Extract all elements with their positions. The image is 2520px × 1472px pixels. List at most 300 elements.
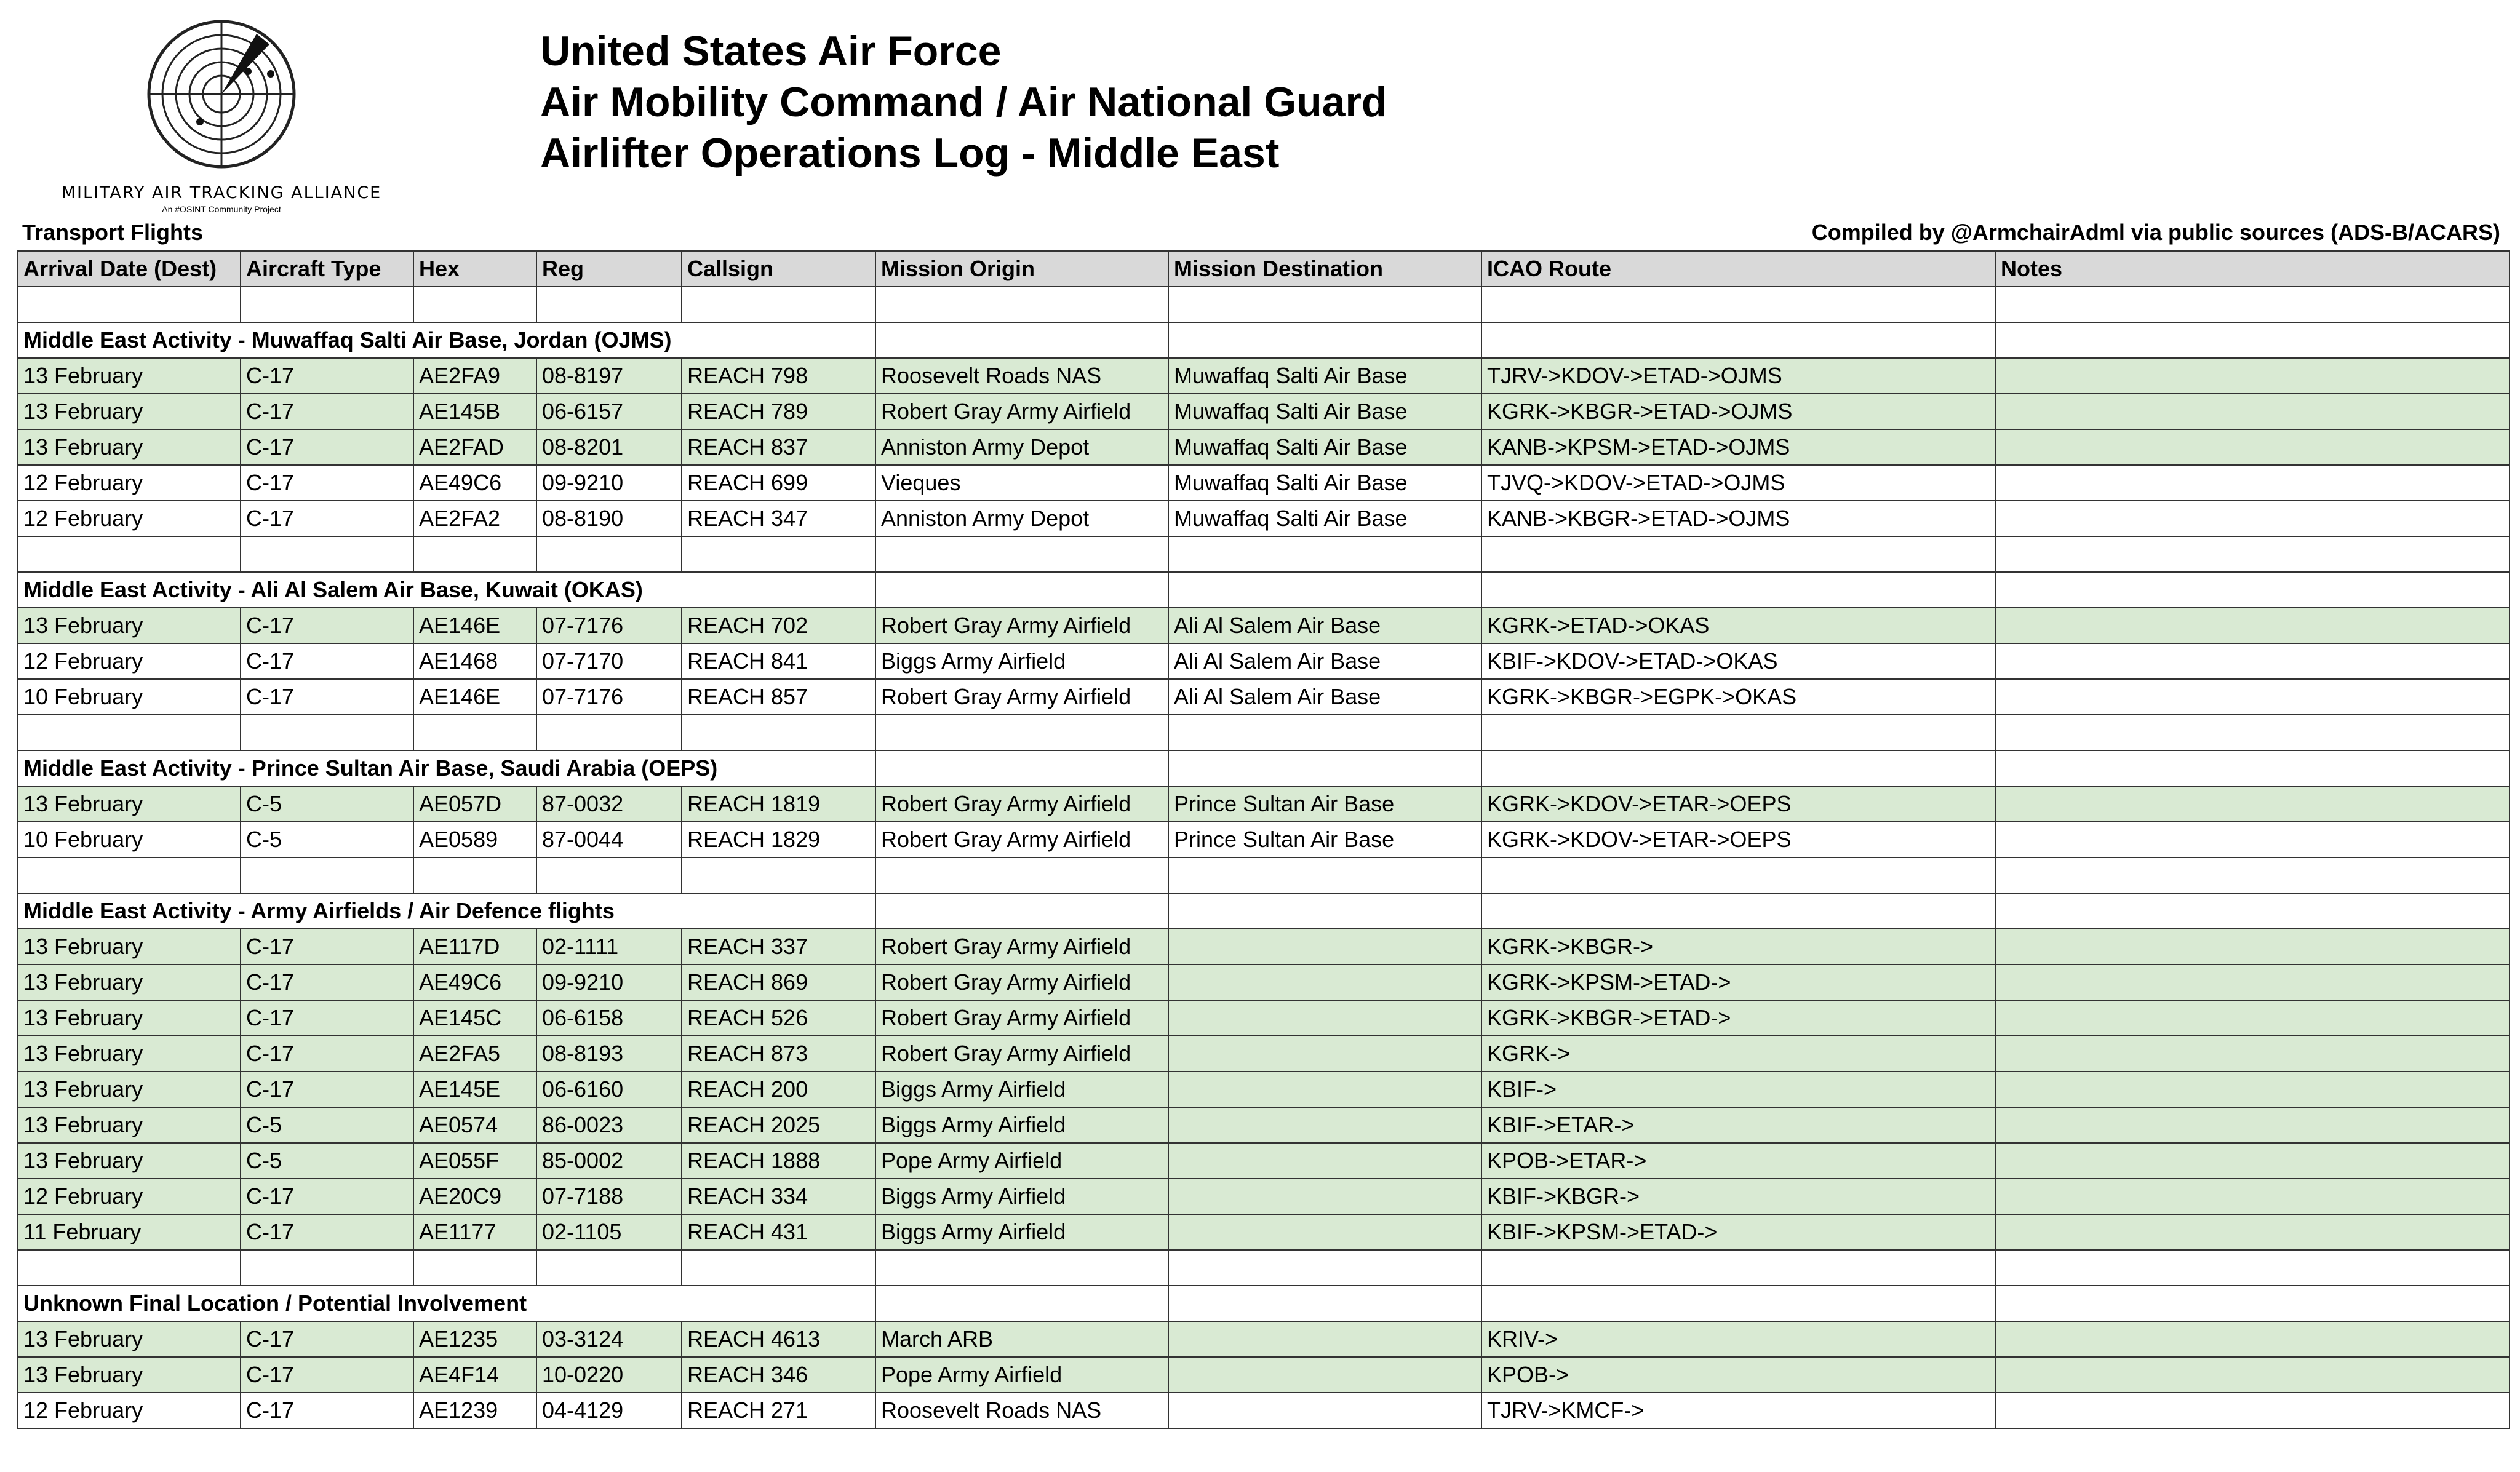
table-cell: 06-6158	[536, 1000, 682, 1036]
table-cell: KANB->KBGR->ETAD->OJMS	[1481, 501, 1995, 536]
table-cell: REACH 1829	[682, 822, 875, 857]
document-title	[540, 26, 1387, 179]
table-cell	[1995, 1357, 2510, 1393]
table-cell: Biggs Army Airfield	[875, 1214, 1168, 1250]
table-cell: Muwaffaq Salti Air Base	[1168, 394, 1481, 429]
table-cell: Robert Gray Army Airfield	[875, 608, 1168, 643]
table-cell	[1995, 822, 2510, 857]
table-cell	[1168, 1036, 1481, 1072]
empty-cell	[682, 857, 875, 893]
table-cell: AE117D	[413, 929, 536, 965]
table-cell: AE1177	[413, 1214, 536, 1250]
table-cell: 11 February	[18, 1214, 241, 1250]
table-cell	[1995, 1072, 2510, 1107]
table-cell	[1168, 1072, 1481, 1107]
table-cell: 06-6160	[536, 1072, 682, 1107]
table-cell: AE49C6	[413, 465, 536, 501]
table-row	[18, 465, 2510, 501]
empty-cell	[875, 893, 1168, 929]
empty-cell	[1168, 893, 1481, 929]
table-cell: Ali Al Salem Air Base	[1168, 643, 1481, 679]
table-cell: C-17	[241, 465, 413, 501]
empty-cell	[536, 287, 682, 322]
empty-cell	[18, 536, 241, 572]
table-cell: 08-8201	[536, 429, 682, 465]
empty-cell	[1481, 572, 1995, 608]
table-row	[18, 643, 2510, 679]
table-cell	[1168, 1143, 1481, 1179]
table-cell: 10 February	[18, 822, 241, 857]
table-cell: 13 February	[18, 608, 241, 643]
table-cell: 13 February	[18, 1321, 241, 1357]
table-cell: KGRK->KBGR->ETAD->OJMS	[1481, 394, 1995, 429]
empty-cell	[682, 287, 875, 322]
table-cell: C-17	[241, 1214, 413, 1250]
table-cell	[1995, 1179, 2510, 1214]
empty-cell	[241, 287, 413, 322]
table-cell: Robert Gray Army Airfield	[875, 679, 1168, 715]
table-cell: 10-0220	[536, 1357, 682, 1393]
empty-cell	[1995, 1250, 2510, 1286]
empty-cell	[241, 536, 413, 572]
section-title: Unknown Final Location / Potential Involvement	[18, 1286, 875, 1321]
table-cell: REACH 346	[682, 1357, 875, 1393]
table-cell: 87-0032	[536, 786, 682, 822]
empty-cell	[1481, 287, 1995, 322]
empty-cell	[1168, 750, 1481, 786]
table-cell	[1995, 1321, 2510, 1357]
empty-cell	[536, 536, 682, 572]
table-cell: C-5	[241, 1107, 413, 1143]
table-cell	[1168, 1357, 1481, 1393]
table-cell: 13 February	[18, 429, 241, 465]
table-cell: C-17	[241, 1393, 413, 1428]
empty-cell	[1481, 1286, 1995, 1321]
table-cell: 06-6157	[536, 394, 682, 429]
table-cell: AE146E	[413, 679, 536, 715]
table-row	[18, 394, 2510, 429]
table-cell: KGRK->KDOV->ETAR->OEPS	[1481, 822, 1995, 857]
table-cell: Vieques	[875, 465, 1168, 501]
table-cell: C-17	[241, 429, 413, 465]
empty-cell	[875, 536, 1168, 572]
table-cell	[1995, 786, 2510, 822]
empty-cell	[241, 1250, 413, 1286]
table-cell: 09-9210	[536, 465, 682, 501]
table-row	[18, 786, 2510, 822]
table-cell: C-17	[241, 1179, 413, 1214]
table-row	[18, 929, 2510, 965]
table-cell: Muwaffaq Salti Air Base	[1168, 358, 1481, 394]
table-row	[18, 1393, 2510, 1428]
table-cell: 12 February	[18, 1393, 241, 1428]
table-cell: Pope Army Airfield	[875, 1357, 1168, 1393]
table-cell: REACH 702	[682, 608, 875, 643]
table-row	[18, 965, 2510, 1000]
empty-cell	[1168, 857, 1481, 893]
table-cell: REACH 869	[682, 965, 875, 1000]
empty-cell	[413, 287, 536, 322]
empty-cell	[1168, 715, 1481, 750]
table-cell: 12 February	[18, 501, 241, 536]
table-row	[18, 1036, 2510, 1072]
table-row	[18, 1357, 2510, 1393]
table-cell: AE2FA5	[413, 1036, 536, 1072]
table-cell: C-17	[241, 1036, 413, 1072]
empty-cell	[1481, 893, 1995, 929]
table-cell: AE145E	[413, 1072, 536, 1107]
table-cell: AE055F	[413, 1143, 536, 1179]
table-cell: 13 February	[18, 1036, 241, 1072]
section-header-row	[18, 572, 2510, 608]
table-cell: 13 February	[18, 786, 241, 822]
table-row	[18, 1321, 2510, 1357]
table-cell	[1168, 1179, 1481, 1214]
table-cell: Robert Gray Army Airfield	[875, 786, 1168, 822]
table-cell: 07-7170	[536, 643, 682, 679]
table-cell: 02-1111	[536, 929, 682, 965]
table-cell: C-17	[241, 929, 413, 965]
logo-name: MILITARY AIR TRACKING ALLIANCE	[61, 183, 382, 202]
col-header-arrival-date: Arrival Date (Dest)	[18, 251, 241, 287]
table-cell: AE1239	[413, 1393, 536, 1428]
empty-cell	[875, 322, 1168, 358]
table-cell: 85-0002	[536, 1143, 682, 1179]
empty-cell	[413, 1250, 536, 1286]
table-cell: Biggs Army Airfield	[875, 1179, 1168, 1214]
empty-cell	[1995, 287, 2510, 322]
table-cell: C-17	[241, 394, 413, 429]
table-cell: 08-8190	[536, 501, 682, 536]
table-cell: REACH 4613	[682, 1321, 875, 1357]
table-cell: TJRV->KDOV->ETAD->OJMS	[1481, 358, 1995, 394]
empty-cell	[413, 536, 536, 572]
table-cell	[1995, 929, 2510, 965]
table-cell: 13 February	[18, 1107, 241, 1143]
table-cell: C-17	[241, 643, 413, 679]
table-cell: REACH 837	[682, 429, 875, 465]
table-row	[18, 1107, 2510, 1143]
table-cell	[1168, 929, 1481, 965]
col-header-notes: Notes	[1995, 251, 2510, 287]
table-cell: 08-8193	[536, 1036, 682, 1072]
table-cell: AE1235	[413, 1321, 536, 1357]
table-cell	[1168, 1000, 1481, 1036]
table-cell: C-5	[241, 822, 413, 857]
table-cell	[1995, 1214, 2510, 1250]
empty-cell	[18, 715, 241, 750]
table-cell: Ali Al Salem Air Base	[1168, 679, 1481, 715]
col-header-aircraft-type: Aircraft Type	[241, 251, 413, 287]
empty-cell	[1168, 1250, 1481, 1286]
table-cell	[1168, 965, 1481, 1000]
empty-cell	[1481, 715, 1995, 750]
table-cell: 86-0023	[536, 1107, 682, 1143]
empty-cell	[536, 715, 682, 750]
table-cell	[1995, 643, 2510, 679]
table-cell: KBIF->KDOV->ETAD->OKAS	[1481, 643, 1995, 679]
table-row	[18, 1072, 2510, 1107]
section-header-row	[18, 893, 2510, 929]
table-cell: KGRK->KBGR->ETAD->	[1481, 1000, 1995, 1036]
table-cell: 10 February	[18, 679, 241, 715]
table-cell: AE2FA9	[413, 358, 536, 394]
table-cell: KGRK->KPSM->ETAD->	[1481, 965, 1995, 1000]
table-cell: 03-3124	[536, 1321, 682, 1357]
table-cell: REACH 2025	[682, 1107, 875, 1143]
table-row	[18, 822, 2510, 857]
empty-cell	[1995, 750, 2510, 786]
table-row	[18, 679, 2510, 715]
table-cell: C-17	[241, 965, 413, 1000]
empty-cell	[875, 1286, 1168, 1321]
table-cell: 07-7176	[536, 679, 682, 715]
col-header-callsign: Callsign	[682, 251, 875, 287]
table-row	[18, 358, 2510, 394]
table-cell: REACH 271	[682, 1393, 875, 1428]
col-header-reg: Reg	[536, 251, 682, 287]
empty-cell	[1995, 1286, 2510, 1321]
empty-cell	[18, 1250, 241, 1286]
table-row	[18, 1143, 2510, 1179]
logo	[34, 17, 409, 214]
table-cell: KRIV->	[1481, 1321, 1995, 1357]
table-cell: Pope Army Airfield	[875, 1143, 1168, 1179]
table-cell: AE0589	[413, 822, 536, 857]
logo-subtitle: An #OSINT Community Project	[162, 204, 281, 214]
radar-icon	[145, 17, 298, 171]
table-cell: 87-0044	[536, 822, 682, 857]
table-cell: Prince Sultan Air Base	[1168, 822, 1481, 857]
blank-row	[18, 715, 2510, 750]
empty-cell	[1995, 536, 2510, 572]
table-cell: 07-7188	[536, 1179, 682, 1214]
section-header-row	[18, 750, 2510, 786]
table-cell: March ARB	[875, 1321, 1168, 1357]
empty-cell	[875, 572, 1168, 608]
table-cell: C-5	[241, 1143, 413, 1179]
table-cell: 08-8197	[536, 358, 682, 394]
col-header-mission-destination: Mission Destination	[1168, 251, 1481, 287]
table-cell: REACH 873	[682, 1036, 875, 1072]
table-cell: AE20C9	[413, 1179, 536, 1214]
table-cell: KGRK->KBGR->EGPK->OKAS	[1481, 679, 1995, 715]
table-cell: 13 February	[18, 1000, 241, 1036]
title-line-1: United States Air Force	[540, 28, 1002, 74]
table-cell	[1995, 465, 2510, 501]
empty-cell	[1995, 893, 2510, 929]
empty-cell	[241, 715, 413, 750]
empty-cell	[536, 857, 682, 893]
table-cell: AE1468	[413, 643, 536, 679]
table-cell: C-5	[241, 786, 413, 822]
table-cell: 12 February	[18, 1179, 241, 1214]
table-cell: REACH 857	[682, 679, 875, 715]
table-cell: C-17	[241, 608, 413, 643]
table-cell: REACH 526	[682, 1000, 875, 1036]
table-cell: 12 February	[18, 465, 241, 501]
table-cell	[1995, 1393, 2510, 1428]
col-header-hex: Hex	[413, 251, 536, 287]
section-title: Middle East Activity - Muwaffaq Salti Air Base, Jordan (OJMS)	[18, 322, 875, 358]
table-cell: REACH 337	[682, 929, 875, 965]
table-cell: C-17	[241, 1000, 413, 1036]
table-cell: Robert Gray Army Airfield	[875, 1036, 1168, 1072]
table-cell: 13 February	[18, 965, 241, 1000]
table-cell: TJVQ->KDOV->ETAD->OJMS	[1481, 465, 1995, 501]
empty-cell	[1995, 715, 2510, 750]
log-body	[18, 287, 2510, 1428]
table-cell: KBIF->KBGR->	[1481, 1179, 1995, 1214]
table-cell	[1995, 965, 2510, 1000]
table-cell: REACH 789	[682, 394, 875, 429]
empty-cell	[536, 1250, 682, 1286]
table-cell: C-17	[241, 1072, 413, 1107]
table-cell: KBIF->ETAR->	[1481, 1107, 1995, 1143]
table-cell: AE4F14	[413, 1357, 536, 1393]
table-cell	[1168, 1393, 1481, 1428]
table-cell: 13 February	[18, 1357, 241, 1393]
table-cell: 02-1105	[536, 1214, 682, 1250]
empty-cell	[875, 287, 1168, 322]
table-cell: AE057D	[413, 786, 536, 822]
table-cell: REACH 431	[682, 1214, 875, 1250]
empty-cell	[241, 857, 413, 893]
table-cell: KGRK->KDOV->ETAR->OEPS	[1481, 786, 1995, 822]
empty-cell	[413, 715, 536, 750]
empty-cell	[1168, 322, 1481, 358]
table-cell	[1995, 1036, 2510, 1072]
table-cell	[1995, 501, 2510, 536]
table-cell: REACH 1819	[682, 786, 875, 822]
empty-cell	[18, 287, 241, 322]
compiled-by-note: Compiled by @ArmchairAdml via public sources (ADS-B/ACARS)	[1811, 220, 2500, 245]
operations-log-table	[17, 250, 2510, 1429]
table-cell: AE2FAD	[413, 429, 536, 465]
empty-cell	[682, 536, 875, 572]
section-title: Middle East Activity - Ali Al Salem Air Base, Kuwait (OKAS)	[18, 572, 875, 608]
table-cell: AE2FA2	[413, 501, 536, 536]
table-cell: Biggs Army Airfield	[875, 643, 1168, 679]
table-cell	[1995, 608, 2510, 643]
empty-cell	[1481, 750, 1995, 786]
empty-cell	[1481, 536, 1995, 572]
table-row	[18, 608, 2510, 643]
table-cell: C-17	[241, 1321, 413, 1357]
table-cell: REACH 798	[682, 358, 875, 394]
table-row	[18, 1179, 2510, 1214]
empty-cell	[1995, 572, 2510, 608]
table-cell: AE146E	[413, 608, 536, 643]
table-cell: KANB->KPSM->ETAD->OJMS	[1481, 429, 1995, 465]
table-cell: 13 February	[18, 1072, 241, 1107]
table-cell: KGRK->ETAD->OKAS	[1481, 608, 1995, 643]
table-cell: Biggs Army Airfield	[875, 1072, 1168, 1107]
empty-cell	[682, 715, 875, 750]
table-row	[18, 1214, 2510, 1250]
empty-cell	[875, 715, 1168, 750]
table-cell	[1995, 358, 2510, 394]
table-cell: 13 February	[18, 394, 241, 429]
table-cell: Roosevelt Roads NAS	[875, 358, 1168, 394]
table-cell: Roosevelt Roads NAS	[875, 1393, 1168, 1428]
table-cell: 12 February	[18, 643, 241, 679]
table-cell: REACH 347	[682, 501, 875, 536]
blank-row	[18, 536, 2510, 572]
empty-cell	[875, 750, 1168, 786]
empty-cell	[1168, 572, 1481, 608]
table-cell: KGRK->KBGR->	[1481, 929, 1995, 965]
table-cell: Robert Gray Army Airfield	[875, 394, 1168, 429]
table-cell: TJRV->KMCF->	[1481, 1393, 1995, 1428]
table-cell: Muwaffaq Salti Air Base	[1168, 465, 1481, 501]
table-cell: REACH 334	[682, 1179, 875, 1214]
table-cell: KBIF->KPSM->ETAD->	[1481, 1214, 1995, 1250]
table-cell	[1168, 1321, 1481, 1357]
table-cell: AE0574	[413, 1107, 536, 1143]
sheet-label: Transport Flights	[22, 220, 204, 245]
table-cell: Anniston Army Depot	[875, 429, 1168, 465]
table-cell: AE49C6	[413, 965, 536, 1000]
empty-cell	[1481, 1250, 1995, 1286]
table-cell: AE145B	[413, 394, 536, 429]
table-cell: Robert Gray Army Airfield	[875, 929, 1168, 965]
table-cell: C-17	[241, 501, 413, 536]
blank-row	[18, 857, 2510, 893]
table-cell: 13 February	[18, 358, 241, 394]
empty-cell	[1995, 322, 2510, 358]
empty-cell	[1168, 1286, 1481, 1321]
table-cell: C-17	[241, 679, 413, 715]
title-line-2: Air Mobility Command / Air National Guard	[540, 79, 1387, 125]
empty-cell	[682, 1250, 875, 1286]
table-cell: Ali Al Salem Air Base	[1168, 608, 1481, 643]
table-cell: KPOB->	[1481, 1357, 1995, 1393]
blank-row	[18, 287, 2510, 322]
section-title: Middle East Activity - Prince Sultan Air Base, Saudi Arabia (OEPS)	[18, 750, 875, 786]
blank-row	[18, 1250, 2510, 1286]
empty-cell	[18, 857, 241, 893]
table-cell: Anniston Army Depot	[875, 501, 1168, 536]
header-row	[18, 251, 2510, 287]
table-cell	[1995, 429, 2510, 465]
table-cell: AE145C	[413, 1000, 536, 1036]
section-header-row	[18, 322, 2510, 358]
table-cell	[1995, 1107, 2510, 1143]
table-row	[18, 429, 2510, 465]
empty-cell	[1481, 322, 1995, 358]
table-cell: C-17	[241, 1357, 413, 1393]
empty-cell	[875, 857, 1168, 893]
table-cell: 04-4129	[536, 1393, 682, 1428]
table-cell: 07-7176	[536, 608, 682, 643]
empty-cell	[1168, 287, 1481, 322]
table-cell: Biggs Army Airfield	[875, 1107, 1168, 1143]
table-cell: 09-9210	[536, 965, 682, 1000]
table-cell: KGRK->	[1481, 1036, 1995, 1072]
table-cell	[1168, 1107, 1481, 1143]
table-cell: KPOB->ETAR->	[1481, 1143, 1995, 1179]
table-cell	[1168, 1214, 1481, 1250]
section-title: Middle East Activity - Army Airfields / Air Defence flights	[18, 893, 875, 929]
table-cell: REACH 1888	[682, 1143, 875, 1179]
table-cell: Prince Sultan Air Base	[1168, 786, 1481, 822]
table-cell: KBIF->	[1481, 1072, 1995, 1107]
title-line-3: Airlifter Operations Log - Middle East	[540, 130, 1280, 177]
table-cell: REACH 699	[682, 465, 875, 501]
empty-cell	[1168, 536, 1481, 572]
table-cell: Muwaffaq Salti Air Base	[1168, 429, 1481, 465]
